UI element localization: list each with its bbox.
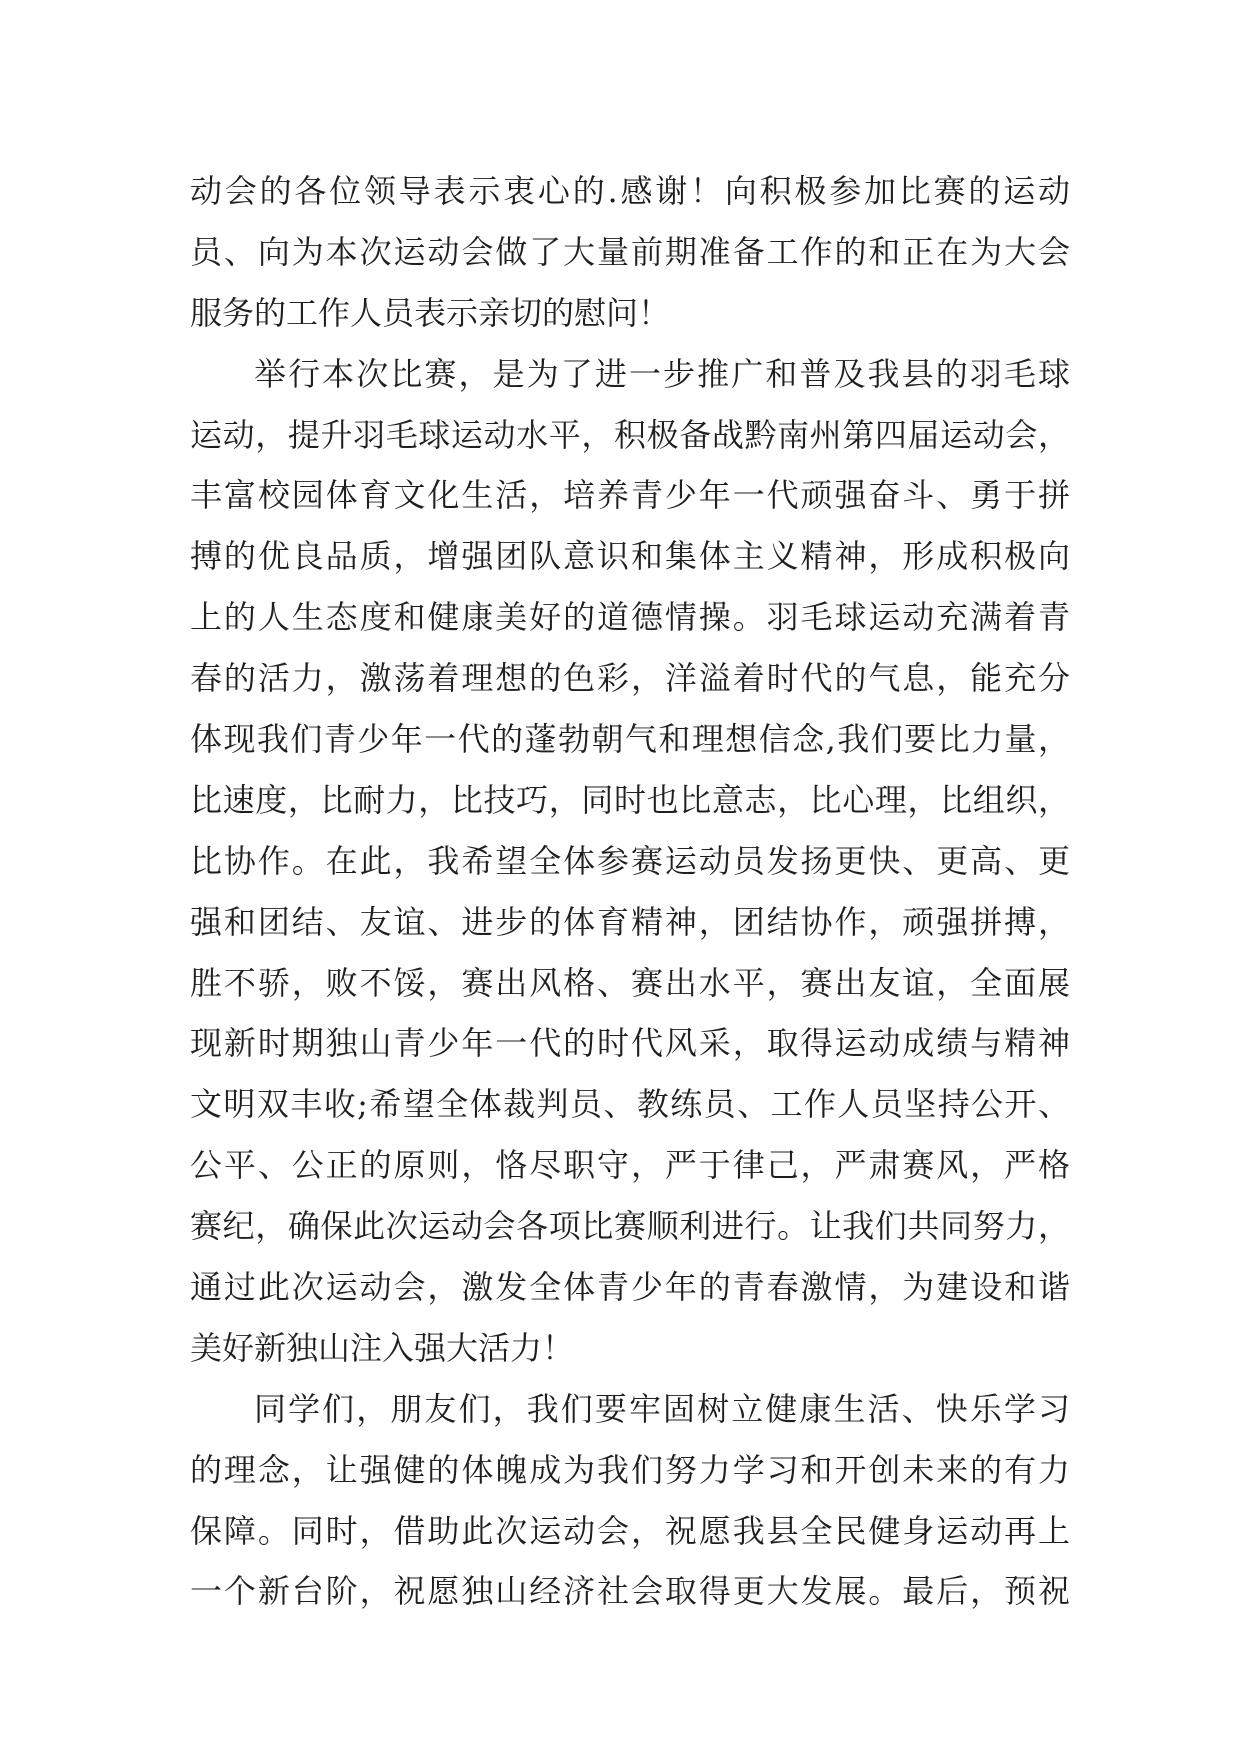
text-line: 的理念，让强健的体魄成为我们努力学习和开创未来的有力 [190,1450,1070,1489]
text-line: 公平、公正的原则，恪尽职守，严于律己，严肃赛风，严格 [190,1146,1070,1185]
text-line: 举行本次比赛，是为了进一步推广和普及我县的羽毛球 [254,354,1070,393]
text-line: 一个新台阶，祝愿独山经济社会取得更大发展。最后，预祝 [190,1572,1070,1611]
text-line: 员、向为本次运动会做了大量前期准备工作的和正在为大会 [190,232,1070,271]
text-line: 强和团结、友谊、进步的体育精神，团结协作，顽强拼搏， [190,902,1070,941]
text-line: 通过此次运动会，激发全体青少年的青春激情，为建设和谐 [190,1268,1070,1307]
text-line: 比协作。在此，我希望全体参赛运动员发扬更快、更高、更 [190,841,1070,880]
text-line: 动会的各位领导表示衷心的.感谢！向积极参加比赛的运动 [190,172,1070,210]
text-line: 保障。同时，借助此次运动会，祝愿我县全民健身运动再上 [190,1511,1070,1550]
text-line: 现新时期独山青少年一代的时代风采，取得运动成绩与精神 [190,1024,1070,1063]
text-line: 上的人生态度和健康美好的道德情操。羽毛球运动充满着青 [190,598,1070,637]
text-line: 春的活力，激荡着理想的色彩，洋溢着时代的气息，能充分 [190,659,1070,698]
text-line: 搏的优良品质，增强团队意识和集体主义精神，形成积极向 [190,537,1070,576]
body-text [190,161,1070,1622]
text-line: 美好新独山注入强大活力！ [190,1328,575,1367]
text-line: 文明双丰收;希望全体裁判员、教练员、工作人员坚持公开、 [190,1085,1070,1124]
text-line: 赛纪，确保此次运动会各项比赛顺利进行。让我们共同努力， [190,1207,1070,1246]
text-line: 胜不骄，败不馁，赛出风格、赛出水平，赛出友谊，全面展 [190,963,1070,1002]
text-line: 运动，提升羽毛球运动水平，积极备战黔南州第四届运动会， [190,415,1070,454]
text-line: 体现我们青少年一代的蓬勃朝气和理想信念,我们要比力量， [190,720,1070,759]
text-line: 服务的工作人员表示亲切的慰问！ [190,293,671,332]
text-line: 丰富校园体育文化生活，培养青少年一代顽强奋斗、勇于拼 [190,476,1070,515]
text-line: 同学们，朋友们，我们要牢固树立健康生活、快乐学习 [254,1389,1070,1428]
text-line: 比速度，比耐力，比技巧，同时也比意志，比心理，比组织， [190,780,1070,819]
